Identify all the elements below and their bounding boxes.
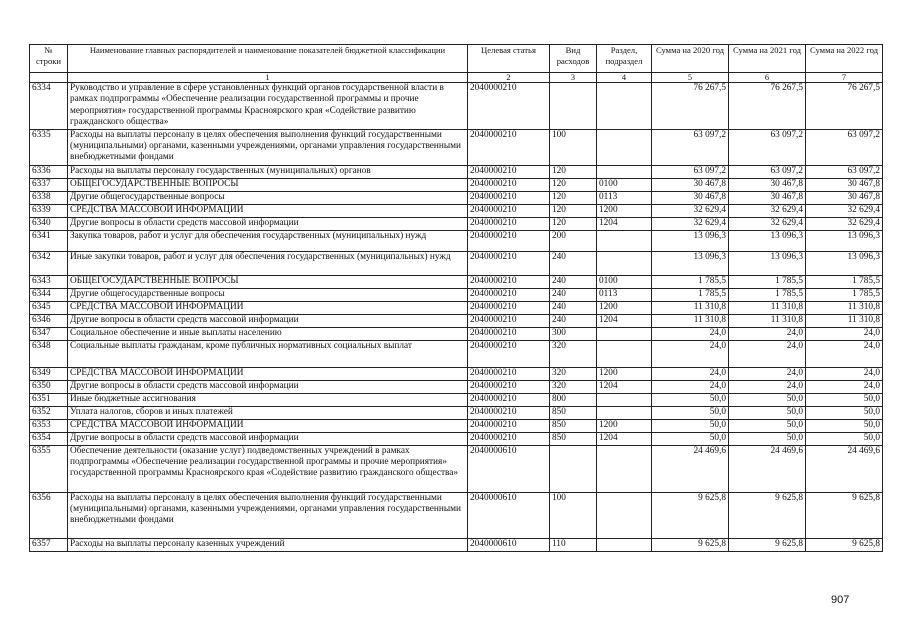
row-sum-2020: 76 267,5 — [652, 83, 729, 130]
row-sum-2022: 13 096,3 — [806, 251, 883, 275]
row-expense-type: 240 — [550, 314, 597, 327]
row-sum-2022: 24 469,6 — [806, 445, 883, 492]
row-sum-2022: 50,0 — [806, 419, 883, 432]
row-sum-2021: 32 629,4 — [729, 204, 806, 217]
row-expense-type: 240 — [550, 275, 597, 288]
row-expense-type: 850 — [550, 432, 597, 445]
row-sum-2022: 63 097,2 — [806, 129, 883, 165]
row-description: Другие общегосударственные вопросы — [68, 288, 468, 301]
row-expense-type: 200 — [550, 230, 597, 251]
row-description: Расходы на выплаты персоналу в целях обеспечения выполнения функций государственными (муниципальными) органами, казенными учреждениями, органами управления государственными внебюджетными фондами — [68, 492, 468, 538]
row-sum-2020: 50,0 — [652, 406, 729, 419]
col-number-empty — [30, 73, 68, 83]
row-sum-2022: 32 629,4 — [806, 217, 883, 230]
row-target-article: 2040000210 — [468, 327, 550, 340]
row-description: Расходы на выплаты персоналу казенных учреждений — [68, 538, 468, 551]
row-section — [597, 492, 652, 538]
row-section: 0113 — [597, 288, 652, 301]
table-row — [30, 165, 883, 178]
row-sum-2021: 11 310,8 — [729, 301, 806, 314]
row-sum-2020: 50,0 — [652, 393, 729, 406]
table-row — [30, 327, 883, 340]
row-sum-2022: 9 625,8 — [806, 538, 883, 551]
table-row — [30, 178, 883, 191]
row-sum-2021: 50,0 — [729, 419, 806, 432]
row-expense-type: 240 — [550, 251, 597, 275]
row-section — [597, 230, 652, 251]
row-target-article: 2040000210 — [468, 204, 550, 217]
row-expense-type: 120 — [550, 165, 597, 178]
row-description: СРЕДСТВА МАССОВОЙ ИНФОРМАЦИИ — [68, 367, 468, 380]
col-number-6: 6 — [729, 73, 806, 83]
row-sum-2020: 11 310,8 — [652, 301, 729, 314]
row-target-article: 2040000210 — [468, 178, 550, 191]
page-number: 907 — [831, 594, 850, 606]
row-target-article: 2040000210 — [468, 129, 550, 165]
row-section — [597, 165, 652, 178]
row-target-article: 2040000210 — [468, 314, 550, 327]
header-sum-2021: Сумма на 2021 год — [729, 45, 806, 73]
header-row-number: № строки — [30, 45, 68, 73]
row-sum-2021: 13 096,3 — [729, 251, 806, 275]
row-description: ОБЩЕГОСУДАРСТВЕННЫЕ ВОПРОСЫ — [68, 178, 468, 191]
table-row — [30, 217, 883, 230]
row-section — [597, 340, 652, 367]
table-row — [30, 367, 883, 380]
row-description: Расходы на выплаты персоналу в целях обеспечения выполнения функций государственными (муниципальными) органами, казенными учреждениями, органами управления государственными внебюджетными фондами — [68, 129, 468, 165]
row-target-article: 2040000210 — [468, 301, 550, 314]
row-number: 6336 — [30, 165, 68, 178]
row-target-article: 2040000210 — [468, 406, 550, 419]
table-header-row — [30, 45, 883, 73]
table-row — [30, 419, 883, 432]
row-sum-2020: 1 785,5 — [652, 275, 729, 288]
row-target-article: 2040000210 — [468, 380, 550, 393]
table-row — [30, 393, 883, 406]
row-expense-type: 320 — [550, 367, 597, 380]
row-number: 6344 — [30, 288, 68, 301]
row-expense-type: 100 — [550, 129, 597, 165]
col-number-4: 4 — [597, 73, 652, 83]
row-sum-2021: 50,0 — [729, 393, 806, 406]
row-expense-type: 120 — [550, 191, 597, 204]
header-expense-type: Вид расходов — [550, 45, 597, 73]
row-number: 6356 — [30, 492, 68, 538]
row-target-article: 2040000210 — [468, 191, 550, 204]
table-row — [30, 288, 883, 301]
row-number: 6349 — [30, 367, 68, 380]
table-row — [30, 492, 883, 538]
row-sum-2021: 9 625,8 — [729, 538, 806, 551]
row-section: 0113 — [597, 191, 652, 204]
row-sum-2022: 50,0 — [806, 393, 883, 406]
row-sum-2022: 1 785,5 — [806, 288, 883, 301]
row-number: 6335 — [30, 129, 68, 165]
row-section: 0100 — [597, 178, 652, 191]
row-sum-2020: 9 625,8 — [652, 492, 729, 538]
row-section — [597, 83, 652, 130]
row-section: 0100 — [597, 275, 652, 288]
row-section — [597, 129, 652, 165]
row-description: Другие вопросы в области средств массовой информации — [68, 380, 468, 393]
row-expense-type: 300 — [550, 327, 597, 340]
header-name: Наименование главных распорядителей и наименование показателей бюджетной классификации — [68, 45, 468, 73]
row-section — [597, 538, 652, 551]
row-target-article: 2040000210 — [468, 288, 550, 301]
row-description: СРЕДСТВА МАССОВОЙ ИНФОРМАЦИИ — [68, 419, 468, 432]
row-description: Обеспечение деятельности (оказание услуг) подведомственных учреждений в рамках подпрограммы «Обеспечение реализации государственной программы и прочие мероприятия» государственной программы Красноярского края «Содействие развитию гражданского общества» — [68, 445, 468, 492]
table-row — [30, 538, 883, 551]
row-sum-2020: 11 310,8 — [652, 314, 729, 327]
row-description: Расходы на выплаты персоналу государственных (муниципальных) органов — [68, 165, 468, 178]
row-sum-2021: 76 267,5 — [729, 83, 806, 130]
row-sum-2021: 63 097,2 — [729, 165, 806, 178]
row-sum-2020: 30 467,8 — [652, 191, 729, 204]
row-expense-type: 120 — [550, 178, 597, 191]
row-number: 6340 — [30, 217, 68, 230]
row-expense-type: 320 — [550, 340, 597, 367]
row-expense-type: 240 — [550, 301, 597, 314]
row-number: 6338 — [30, 191, 68, 204]
row-sum-2021: 50,0 — [729, 432, 806, 445]
table-row — [30, 432, 883, 445]
row-sum-2020: 1 785,5 — [652, 288, 729, 301]
row-description: Другие вопросы в области средств массовой информации — [68, 314, 468, 327]
row-sum-2020: 32 629,4 — [652, 217, 729, 230]
row-section — [597, 445, 652, 492]
row-expense-type: 120 — [550, 204, 597, 217]
row-sum-2021: 24,0 — [729, 340, 806, 367]
table-row — [30, 191, 883, 204]
table-row — [30, 340, 883, 367]
row-expense-type: 850 — [550, 419, 597, 432]
row-description: Закупка товаров, работ и услуг для обеспечения государственных (муниципальных) нужд — [68, 230, 468, 251]
row-sum-2020: 50,0 — [652, 419, 729, 432]
col-number-1: 1 — [68, 73, 468, 83]
row-sum-2022: 24,0 — [806, 367, 883, 380]
row-description: СРЕДСТВА МАССОВОЙ ИНФОРМАЦИИ — [68, 204, 468, 217]
row-sum-2022: 24,0 — [806, 340, 883, 367]
row-description: Иные закупки товаров, работ и услуг для обеспечения государственных (муниципальных) нужд — [68, 251, 468, 275]
row-target-article: 2040000210 — [468, 393, 550, 406]
row-target-article: 2040000210 — [468, 367, 550, 380]
col-number-3: 3 — [550, 73, 597, 83]
row-target-article: 2040000210 — [468, 165, 550, 178]
row-description: СРЕДСТВА МАССОВОЙ ИНФОРМАЦИИ — [68, 301, 468, 314]
row-sum-2022: 50,0 — [806, 406, 883, 419]
row-section: 1204 — [597, 217, 652, 230]
row-number: 6345 — [30, 301, 68, 314]
row-target-article: 2040000610 — [468, 445, 550, 492]
row-target-article: 2040000210 — [468, 432, 550, 445]
row-number: 6343 — [30, 275, 68, 288]
row-expense-type: 850 — [550, 406, 597, 419]
row-sum-2022: 63 097,2 — [806, 165, 883, 178]
row-description: Социальные выплаты гражданам, кроме публичных нормативных социальных выплат — [68, 340, 468, 367]
row-sum-2022: 13 096,3 — [806, 230, 883, 251]
row-sum-2020: 63 097,2 — [652, 165, 729, 178]
row-sum-2021: 24,0 — [729, 327, 806, 340]
row-expense-type: 320 — [550, 380, 597, 393]
row-expense-type: 240 — [550, 288, 597, 301]
row-number: 6342 — [30, 251, 68, 275]
table-row — [30, 230, 883, 251]
table-row — [30, 129, 883, 165]
row-sum-2022: 24,0 — [806, 380, 883, 393]
row-sum-2021: 1 785,5 — [729, 275, 806, 288]
row-sum-2020: 50,0 — [652, 432, 729, 445]
column-number-row — [30, 73, 883, 83]
row-number: 6346 — [30, 314, 68, 327]
row-sum-2021: 1 785,5 — [729, 288, 806, 301]
row-expense-type: 120 — [550, 217, 597, 230]
row-sum-2020: 30 467,8 — [652, 178, 729, 191]
row-description: Другие вопросы в области средств массовой информации — [68, 432, 468, 445]
row-sum-2022: 32 629,4 — [806, 204, 883, 217]
row-target-article: 2040000210 — [468, 83, 550, 130]
row-sum-2021: 63 097,2 — [729, 129, 806, 165]
row-sum-2021: 11 310,8 — [729, 314, 806, 327]
col-number-5: 5 — [652, 73, 729, 83]
row-section: 1204 — [597, 380, 652, 393]
row-sum-2022: 9 625,8 — [806, 492, 883, 538]
row-number: 6351 — [30, 393, 68, 406]
table-row — [30, 380, 883, 393]
table-row — [30, 445, 883, 492]
col-number-7: 7 — [806, 73, 883, 83]
row-sum-2022: 76 267,5 — [806, 83, 883, 130]
row-sum-2020: 13 096,3 — [652, 230, 729, 251]
row-sum-2021: 13 096,3 — [729, 230, 806, 251]
row-sum-2021: 32 629,4 — [729, 217, 806, 230]
row-expense-type: 100 — [550, 492, 597, 538]
row-number: 6352 — [30, 406, 68, 419]
row-target-article: 2040000210 — [468, 340, 550, 367]
row-sum-2022: 24,0 — [806, 327, 883, 340]
row-sum-2020: 63 097,2 — [652, 129, 729, 165]
row-number: 6337 — [30, 178, 68, 191]
header-target-article: Целевая статья — [468, 45, 550, 73]
row-section — [597, 406, 652, 419]
row-sum-2021: 50,0 — [729, 406, 806, 419]
row-sum-2021: 30 467,8 — [729, 178, 806, 191]
row-section — [597, 327, 652, 340]
row-section: 1200 — [597, 367, 652, 380]
row-sum-2022: 11 310,8 — [806, 301, 883, 314]
row-section — [597, 251, 652, 275]
row-description: ОБЩЕГОСУДАРСТВЕННЫЕ ВОПРОСЫ — [68, 275, 468, 288]
row-sum-2022: 11 310,8 — [806, 314, 883, 327]
row-sum-2021: 9 625,8 — [729, 492, 806, 538]
row-sum-2020: 24,0 — [652, 340, 729, 367]
table-row — [30, 275, 883, 288]
row-target-article: 2040000210 — [468, 275, 550, 288]
row-sum-2021: 30 467,8 — [729, 191, 806, 204]
row-target-article: 2040000210 — [468, 419, 550, 432]
row-sum-2022: 30 467,8 — [806, 191, 883, 204]
row-section: 1200 — [597, 419, 652, 432]
table-row — [30, 251, 883, 275]
row-expense-type — [550, 83, 597, 130]
row-description: Руководство и управление в сфере установленных функций органов государственной власти в рамках подпрограммы «Обеспечение реализации государственной программы и прочие мероприятия» государственной программы Красноярского края «Содействие развитию гражданского общества» — [68, 83, 468, 130]
table-row — [30, 83, 883, 130]
col-number-2: 2 — [468, 73, 550, 83]
row-description: Другие вопросы в области средств массовой информации — [68, 217, 468, 230]
row-number: 6354 — [30, 432, 68, 445]
row-target-article: 2040000610 — [468, 492, 550, 538]
row-sum-2020: 24,0 — [652, 327, 729, 340]
table-row — [30, 314, 883, 327]
budget-table — [29, 44, 883, 552]
row-description: Иные бюджетные ассигнования — [68, 393, 468, 406]
row-target-article: 2040000610 — [468, 538, 550, 551]
row-sum-2022: 1 785,5 — [806, 275, 883, 288]
row-sum-2021: 24,0 — [729, 367, 806, 380]
row-description: Другие общегосударственные вопросы — [68, 191, 468, 204]
row-number: 6347 — [30, 327, 68, 340]
row-section: 1204 — [597, 314, 652, 327]
row-sum-2020: 32 629,4 — [652, 204, 729, 217]
row-description: Уплата налогов, сборов и иных платежей — [68, 406, 468, 419]
row-number: 6339 — [30, 204, 68, 217]
row-description: Социальное обеспечение и иные выплаты населению — [68, 327, 468, 340]
row-number: 6334 — [30, 83, 68, 130]
row-number: 6350 — [30, 380, 68, 393]
row-sum-2020: 13 096,3 — [652, 251, 729, 275]
row-sum-2021: 24 469,6 — [729, 445, 806, 492]
row-number: 6355 — [30, 445, 68, 492]
row-number: 6353 — [30, 419, 68, 432]
row-number: 6348 — [30, 340, 68, 367]
table-row — [30, 406, 883, 419]
row-section — [597, 393, 652, 406]
row-sum-2022: 30 467,8 — [806, 178, 883, 191]
row-target-article: 2040000210 — [468, 230, 550, 251]
row-expense-type: 800 — [550, 393, 597, 406]
row-section: 1200 — [597, 204, 652, 217]
table-row — [30, 204, 883, 217]
row-number: 6341 — [30, 230, 68, 251]
row-expense-type: 110 — [550, 538, 597, 551]
header-section: Раздел, подраздел — [597, 45, 652, 73]
row-number: 6357 — [30, 538, 68, 551]
row-sum-2020: 24 469,6 — [652, 445, 729, 492]
row-target-article: 2040000210 — [468, 251, 550, 275]
table-row — [30, 301, 883, 314]
row-sum-2022: 50,0 — [806, 432, 883, 445]
row-target-article: 2040000210 — [468, 217, 550, 230]
header-sum-2020: Сумма на 2020 год — [652, 45, 729, 73]
header-sum-2022: Сумма на 2022 год — [806, 45, 883, 73]
row-sum-2020: 24,0 — [652, 367, 729, 380]
row-sum-2021: 24,0 — [729, 380, 806, 393]
row-sum-2020: 24,0 — [652, 380, 729, 393]
row-section: 1204 — [597, 432, 652, 445]
row-expense-type — [550, 445, 597, 492]
row-section: 1200 — [597, 301, 652, 314]
row-sum-2020: 9 625,8 — [652, 538, 729, 551]
